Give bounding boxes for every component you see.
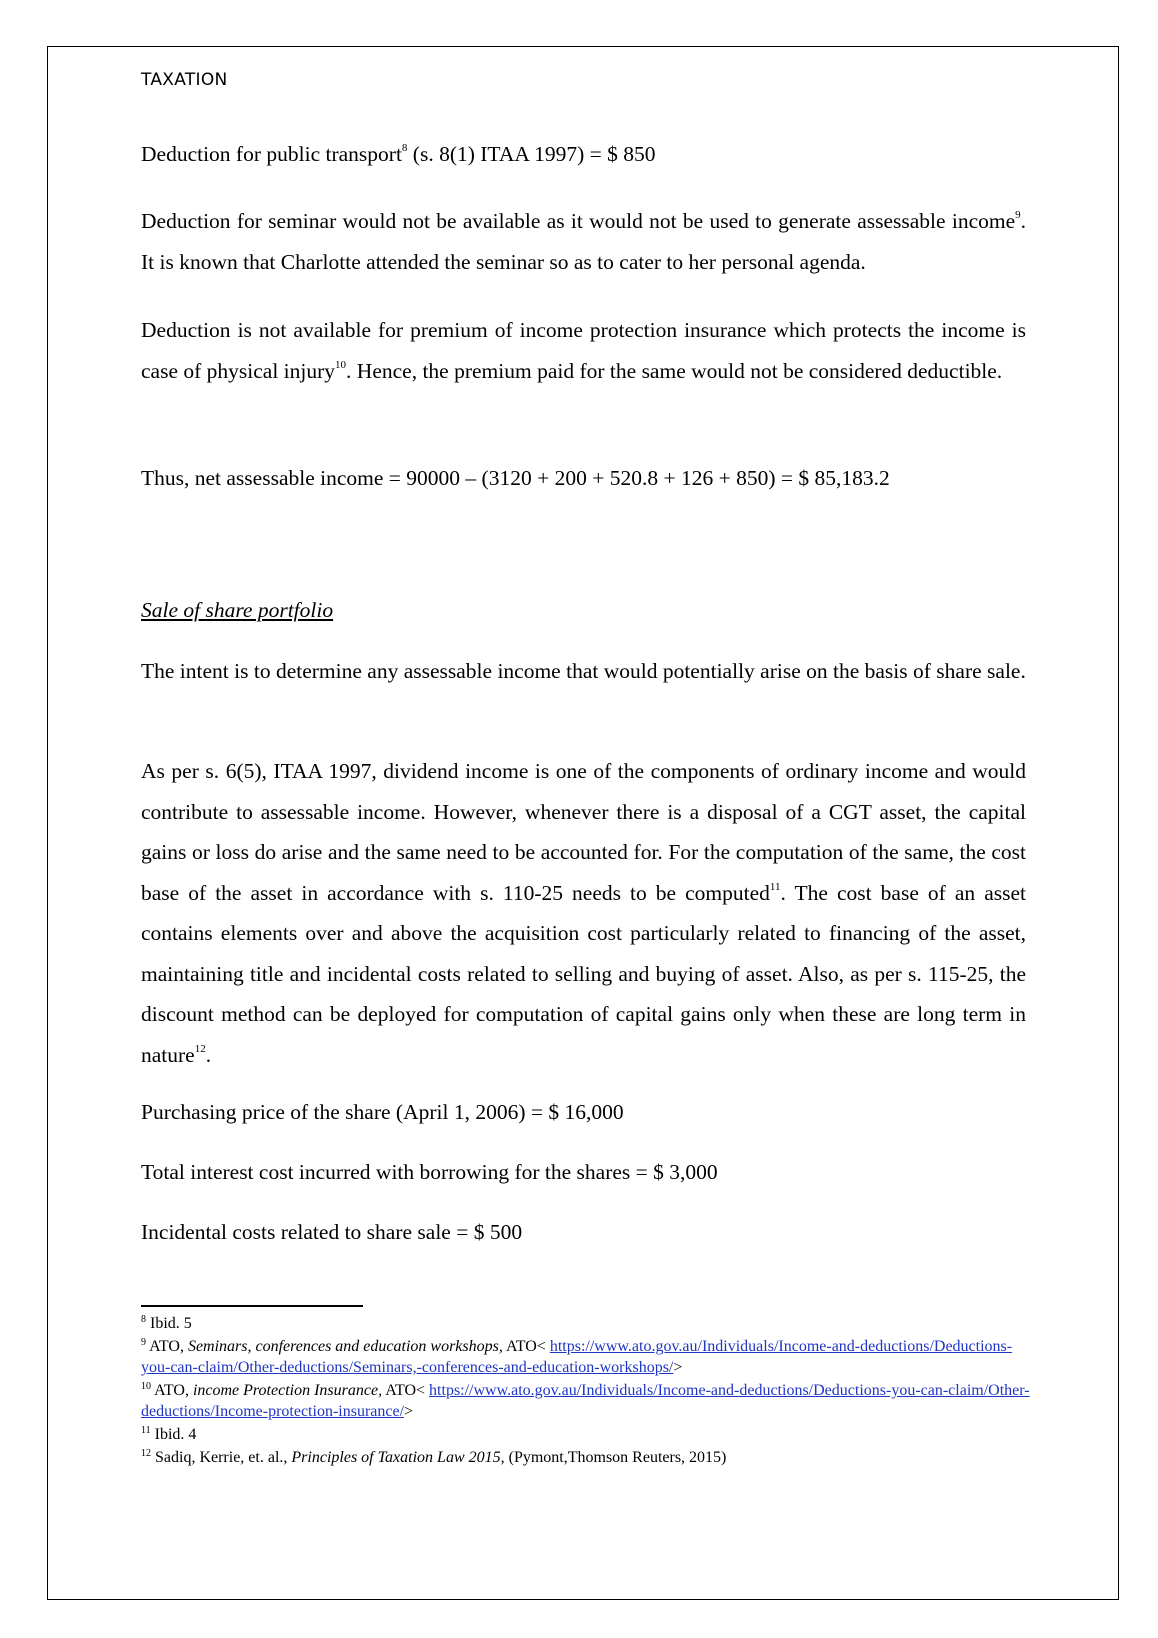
footnote-9 — [141, 1336, 1031, 1378]
text: Ibid. 4 — [150, 1426, 197, 1443]
footnote-ref-12[interactable]: 12 — [194, 1042, 206, 1055]
footnote-separator — [141, 1305, 363, 1307]
paragraph-interest-cost: Total interest cost incurred with borrowing for the shares = $ 3,000 — [141, 1160, 718, 1184]
footnote-number: 8 — [141, 1314, 146, 1325]
text: (s. 8(1) ITAA 1997) = $ 850 — [407, 142, 656, 166]
footnote-9-link[interactable]: https://www.ato.gov.au/Individuals/Income-and-deductions/Deductions-you-can-claim/Other-deductions/Seminars,-conferences-and-education-workshops/ — [141, 1338, 1013, 1376]
paragraph-income-protection — [141, 310, 1026, 391]
footnote-number: 9 — [141, 1337, 146, 1348]
text: Deduction is not available for premium of income protection insurance which protects the income is case of physical injury — [141, 318, 1026, 383]
paragraph-seminar — [141, 201, 1026, 282]
text: ATO, — [151, 1382, 193, 1399]
section-heading — [141, 590, 1026, 631]
paragraph-incidental-costs: Incidental costs related to share sale = $ 500 — [141, 1220, 523, 1244]
source-title: Seminars, conferences and education workshops, — [187, 1338, 503, 1355]
text: . Hence, the premium paid for the same would not be considered deductible. — [346, 358, 1003, 383]
paragraph-intent: The intent is to determine any assessable income that would potentially arise on the basis of share sale. — [141, 659, 1026, 683]
text: . — [205, 1042, 212, 1067]
text: As per s. 6(5), ITAA 1997, dividend income is one of the components of ordinary income and would contribute to assessable income. However, whenever there is a disposal of a CGT asset, the capital gains or loss do arise and the same need to be accounted for. For the computation of the same, the cost base of the asset in accordance with s. 110-25 needs to be computed — [141, 759, 1026, 905]
footnote-ref-8[interactable]: 8 — [401, 142, 408, 155]
footnote-number: 12 — [141, 1448, 151, 1459]
footnote-ref-10[interactable]: 10 — [335, 358, 347, 371]
text: > — [673, 1359, 683, 1376]
footnote-12 — [141, 1447, 1031, 1468]
text: . It is known that Charlotte attended the seminar so as to cater to her personal agenda. — [141, 209, 1026, 274]
text: Sadiq, Kerrie, et. al., — [151, 1449, 292, 1466]
footnote-8 — [141, 1313, 1031, 1334]
section-heading-text: Sale of share portfolio — [141, 598, 334, 622]
footnote-10-link[interactable]: https://www.ato.gov.au/Individuals/Income-and-deductions/Deductions-you-can-claim/Other-deductions/Income-protection-insurance/ — [141, 1382, 1030, 1420]
paragraph-cgt-explanation — [141, 751, 1026, 1075]
text: ATO< — [502, 1338, 550, 1355]
text: Ibid. 5 — [146, 1315, 192, 1332]
paragraph-purchase-price: Purchasing price of the share (April 1, 2006) = $ 16,000 — [141, 1100, 624, 1124]
footnote-10 — [141, 1380, 1031, 1422]
text: . The cost base of an asset contains elements over and above the acquisition cost particularly related to financing of the asset, maintaining title and incidental costs related to selling and buying of asset. Also, as per s. 115-25, the discount method can be deployed for computation of capital gains only when these are long term in nature — [141, 880, 1026, 1067]
paragraph-net-assessable-income: Thus, net assessable income = 90000 – (3120 + 200 + 520.8 + 126 + 850) = $ 85,183.2 — [141, 466, 890, 490]
text: Deduction for public transport — [141, 142, 402, 166]
footnote-ref-9[interactable]: 9 — [1015, 209, 1021, 222]
source-title: Principles of Taxation Law 2015, — [291, 1449, 505, 1466]
source-title: income Protection Insurance, — [192, 1382, 383, 1399]
text: Deduction for seminar would not be available as it would not be used to generate assessable income — [141, 209, 1016, 233]
footnote-ref-11[interactable]: 11 — [769, 880, 781, 893]
text: ATO, — [146, 1338, 188, 1355]
text: ATO< — [382, 1382, 430, 1399]
paragraph-public-transport — [141, 134, 1026, 175]
footnote-11 — [141, 1424, 1031, 1445]
footnotes — [141, 1313, 1031, 1470]
footnote-number: 10 — [141, 1381, 151, 1392]
footnote-number: 11 — [141, 1425, 151, 1436]
page-header: TAXATION — [141, 70, 228, 90]
text: (Pymont,Thomson Reuters, 2015) — [504, 1449, 727, 1466]
text: > — [404, 1403, 414, 1420]
